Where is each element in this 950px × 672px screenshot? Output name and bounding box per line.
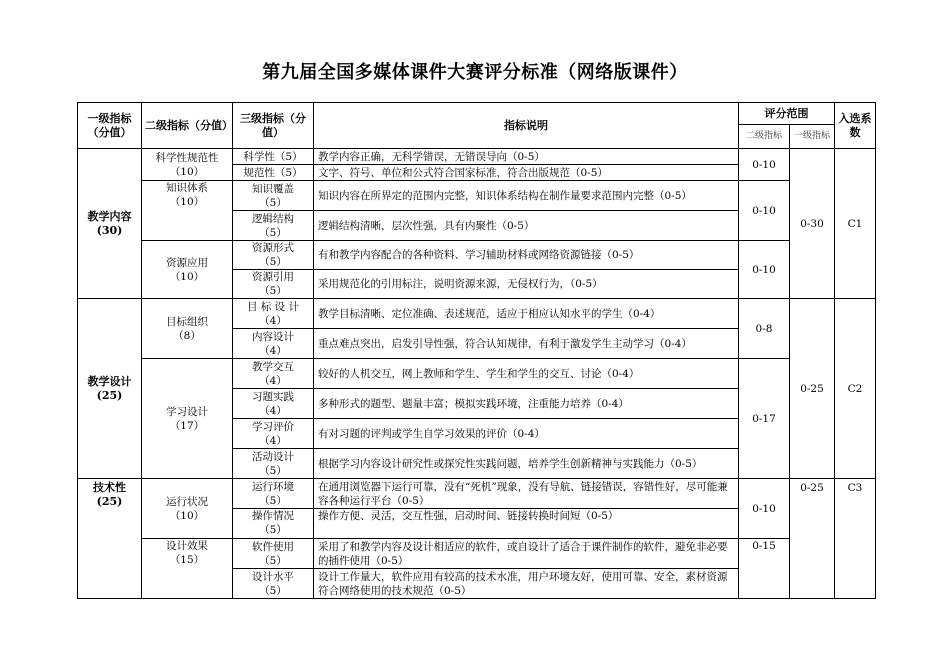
l3-desc: 重点难点突出，启发引导性强，符合认知规律，有利于激发学生主动学习（0-4） [314,329,739,359]
section-title: 教学内容 [87,209,132,223]
l3-title: 操作情况 [252,510,294,522]
l2-score: （10） [169,509,205,522]
l3-desc: 操作方便、灵活，交互性强，启动时间、链接转换时间短（0-5） [314,509,739,539]
header-level1: 一级指标（分值） [78,103,142,149]
l1-range: 0-30 [790,149,835,299]
category-coefficient: C1 [835,149,876,299]
l2-name [142,149,233,181]
l2-title: 学习设计 [166,405,208,418]
l2-range: 0-10 [739,181,790,241]
l2-range: 0-15 [739,539,790,599]
scoring-table [77,102,876,599]
l3-title: 运行环境 [252,480,294,493]
l3-score: （4） [259,404,287,417]
l3-name [233,569,314,599]
l3-title: 设计水平 [252,570,294,583]
l3-desc: 多种形式的题型、题量丰富；模拟实践环境，注重能力培养（0-4） [314,389,739,419]
section-title: 技术性 [93,481,126,494]
l2-name [142,241,233,299]
l3-desc: 有和教学内容配合的各种资料、学习辅助材料或网络资源链接（0-5） [314,241,739,270]
l3-title: 教学交互 [252,360,294,373]
l3-desc: 教学内容正确，无科学错误，无错误导向（0-5） [314,149,739,165]
l3-score: （5） [259,464,287,477]
l2-score: （10） [169,270,205,283]
l3-desc: 较好的人机交互，网上教师和学生、学生和学生的交互、讨论（0-4） [314,359,739,389]
l2-title: 科学性规范性 [155,151,219,164]
l3-score: （5） [259,285,287,297]
l3-name [233,270,314,299]
l2-range: 0-10 [739,149,790,181]
section-name [78,299,142,479]
l3-name [233,329,314,359]
l3-desc: 在通用浏览器下运行可靠，没有“死机”现象，没有导航、链接错误，容错性好，尽可能兼容各种运行平台（0-5） [314,479,739,509]
l3-name [233,211,314,241]
section-score: (25) [96,388,123,402]
l3-desc: 采用规范化的引用标注，说明资源来源，无侵权行为，（0-5） [314,270,739,299]
l3-score: （4） [259,434,287,447]
l3-title: 学习评价 [252,420,294,433]
l2-score: （8） [173,329,201,342]
l2-title: 目标组织 [166,315,208,328]
l3-name [233,479,314,509]
l3-desc: 采用了和教学内容及设计相适应的软件，或自设计了适合于课件制作的软件，避免非必要的插件使用（0-5） [314,539,739,569]
l3-desc: 教学目标清晰、定位准确、表述规范，适应于相应认知水平的学生（0-4） [314,299,739,329]
l3-desc: 有对习题的评判或学生自学习效果的评价（0-4） [314,419,739,449]
l3-title: 资源形式 [252,242,294,254]
l2-title: 资源应用 [166,256,208,269]
l2-name [142,359,233,479]
l2-score: （10） [169,196,205,208]
l3-title: 知识覆盖 [252,182,294,195]
l3-name [233,509,314,539]
l2-name [142,299,233,359]
l3-title: 习题实践 [252,390,294,403]
l3-name [233,241,314,270]
category-coefficient: C3 [835,479,876,599]
l2-name [142,181,233,241]
l3-name [233,449,314,479]
l2-score: （10） [169,165,205,178]
page-title: 第九届全国多媒体课件大赛评分标准（网络版课件） [262,62,688,83]
l2-name [142,539,233,599]
l3-title: 内容设计 [252,330,294,343]
l3-name [233,359,314,389]
header-description: 指标说明 [314,103,739,149]
l3-score: （5） [259,256,287,268]
header-level3: 三级指标（分值） [233,103,314,149]
l3-title: 活动设计 [252,450,294,463]
l3-score: （5） [259,196,287,209]
header-score-l2: 二级指标 [739,125,790,149]
l3-title: 资源引用 [252,271,294,283]
section-score: (30) [96,223,123,237]
l3-desc: 根据学习内容设计研究性或探究性实践问题，培养学生创新精神与实践能力（0-5） [314,449,739,479]
section-title: 教学设计 [87,374,132,388]
l2-name [142,479,233,539]
l3-name [233,539,314,569]
l1-range: 0-25 [790,299,835,479]
l3-score: （5） [259,524,287,536]
header-level2: 二级指标（分值） [142,103,233,149]
l3-score: （5） [259,554,287,567]
header-score-l1: 一级指标 [790,125,835,149]
l3-score: （5） [259,226,287,239]
l3-score: （4） [259,314,287,327]
l2-score: （15） [169,554,205,566]
l2-title: 设计效果 [166,540,208,552]
l2-title: 运行状况 [166,495,208,508]
l3-desc: 逻辑结构清晰，层次性强，具有内聚性（0-5） [314,211,739,241]
l2-title: 知识体系 [166,182,208,194]
l3-title: 软件使用 [252,540,294,553]
l3-name: 科学性（5） [233,149,314,165]
l2-range: 0-8 [739,299,790,359]
l3-score: （5） [259,494,287,507]
header-category: 入选系数 [835,103,876,149]
section-name [78,479,142,599]
header-score-range: 评分范围 [739,103,835,125]
l3-name [233,419,314,449]
l2-range: 0-10 [739,241,790,299]
l2-range: 0-17 [739,359,790,479]
section-score: (25) [96,495,123,508]
l3-name: 规范性（5） [233,165,314,181]
l3-desc: 文字、符号、单位和公式符合国家标准，符合出版规范（0-5） [314,165,739,181]
l3-title: 逻辑结构 [252,212,294,225]
l2-score: （17） [169,419,205,432]
l3-score: （5） [259,584,287,597]
l1-range: 0-25 [790,479,835,599]
section-name [78,149,142,299]
l3-title: 目 标 设 计 [246,300,299,313]
l3-desc: 知识内容在所界定的范围内完整，知识体系结构在制作量要求范围内完整（0-5） [314,181,739,211]
l3-score: （4） [259,344,287,357]
l3-name [233,181,314,211]
l3-desc: 设计工作量大，软件应用有较高的技术水准，用户环境友好，使用可靠、安全，素材资源符合网络使用的技术规范（0-5） [314,569,739,599]
l2-range: 0-10 [739,479,790,539]
category-coefficient: C2 [835,299,876,479]
l3-name [233,299,314,329]
l3-name [233,389,314,419]
l3-score: （4） [259,374,287,387]
